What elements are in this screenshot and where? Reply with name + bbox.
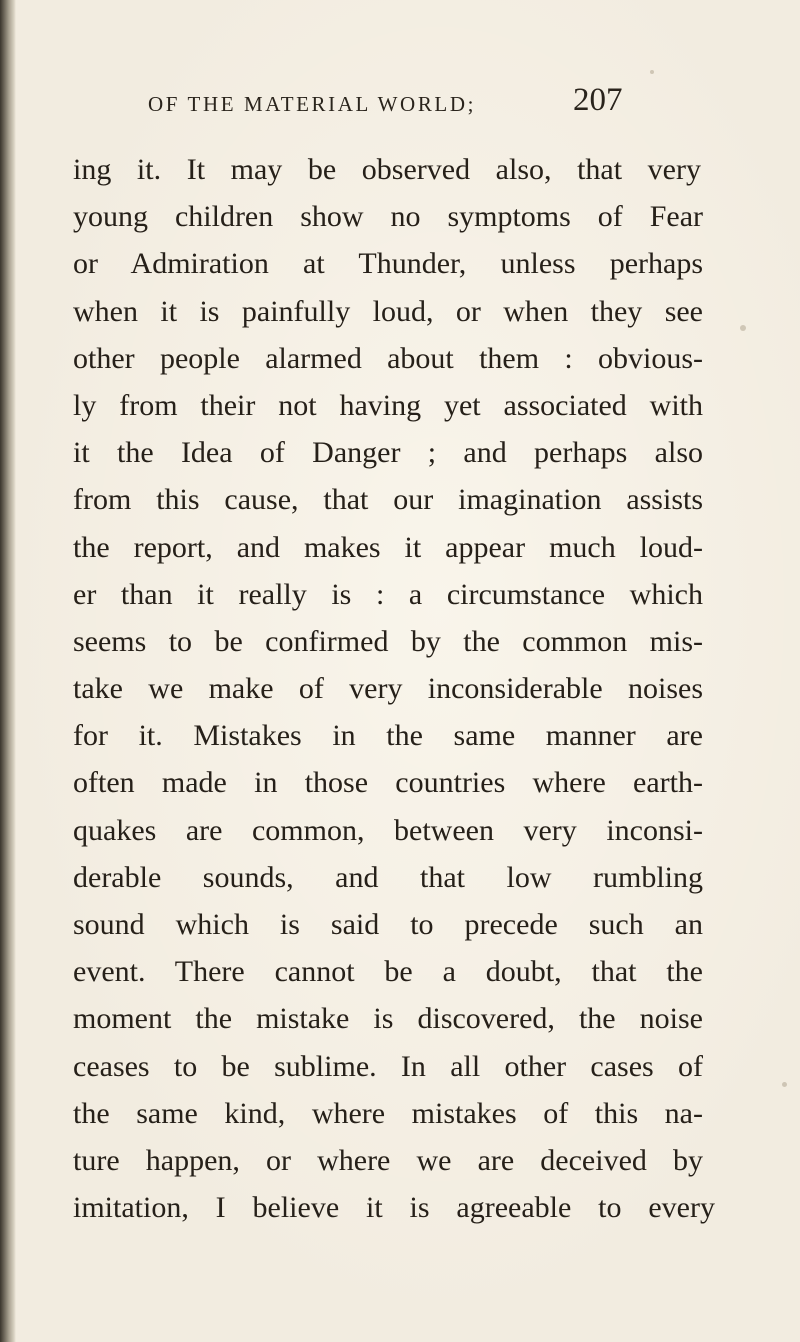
text-line: derable sounds, and that low rumbling	[73, 860, 703, 894]
page-binding-edge	[0, 0, 16, 1342]
text-line: moment the mistake is discovered, the noise	[73, 1002, 703, 1036]
running-head-title: OF THE MATERIAL WORLD;	[148, 92, 477, 116]
text-line: for it. Mistakes in the same manner are	[73, 719, 703, 753]
text-line: event. There cannot be a doubt, that the	[73, 955, 703, 989]
paper-speck	[782, 1082, 787, 1087]
text-line: the same kind, where mistakes of this na-	[73, 1096, 703, 1130]
body-text	[73, 146, 773, 1231]
page-number: 207	[573, 82, 623, 118]
text-line: er than it really is : a circumstance which	[73, 577, 703, 611]
text-line: ceases to be sublime. In all other cases of	[73, 1049, 703, 1083]
text-line: take we make of very inconsiderable noises	[73, 672, 703, 706]
text-line: ture happen, or where we are deceived by	[73, 1143, 703, 1177]
text-line: imitation, I believe it is agreeable to every	[73, 1191, 715, 1225]
text-line: seems to be confirmed by the common mis-	[73, 624, 703, 658]
text-line: often made in those countries where earth-	[73, 766, 703, 800]
text-line: ly from their not having yet associated with	[73, 388, 703, 422]
text-line: or Admiration at Thunder, unless perhaps	[73, 247, 703, 281]
text-line: when it is painfully loud, or when they see	[73, 294, 703, 328]
text-line: from this cause, that our imagination assists	[73, 483, 703, 517]
paper-speck	[740, 325, 746, 331]
paper-speck	[650, 70, 654, 74]
text-line: quakes are common, between very inconsi-	[73, 813, 703, 847]
text-line: the report, and makes it appear much loud-	[73, 530, 703, 564]
text-line: ing it. It may be observed also, that very	[73, 153, 701, 186]
running-head	[0, 80, 800, 120]
text-line: other people alarmed about them : obvious-	[73, 341, 703, 375]
text-line: it the Idea of Danger ; and perhaps also	[73, 436, 703, 470]
text-line: young children show no symptoms of Fear	[73, 200, 703, 234]
text-line: sound which is said to precede such an	[73, 908, 703, 941]
